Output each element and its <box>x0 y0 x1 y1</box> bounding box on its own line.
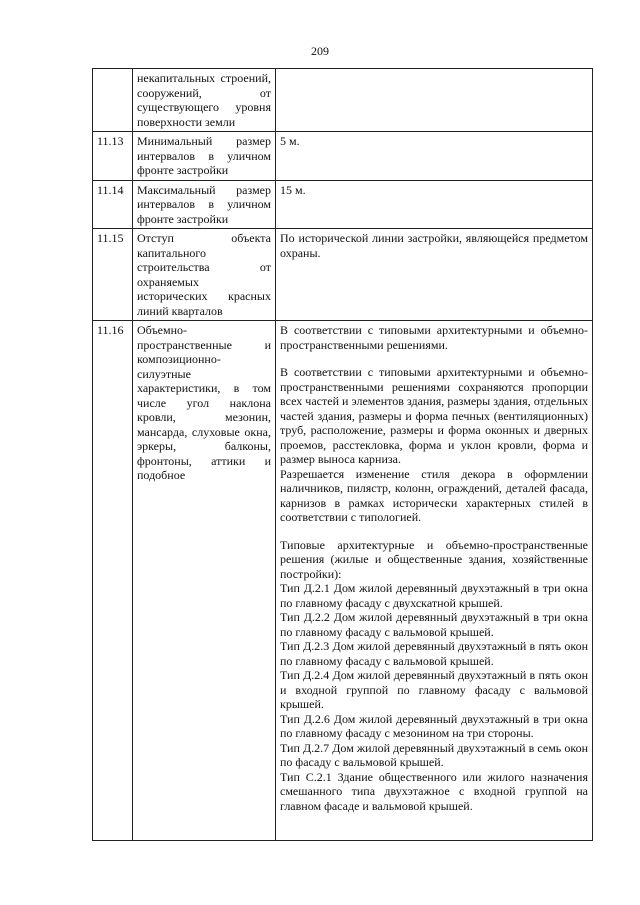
parameter-cell: Минимальный размер интервалов в уличном фронте застройки <box>133 132 276 181</box>
value-cell: 15 м. <box>276 180 593 229</box>
parameter-cell: Объемно-пространственные и композиционно-силуэтные характеристики, в том числе угол наклона кровли, мезонин, мансарда, слуховые окна, эркеры, балконы, фронтоны, аттики и подобное <box>133 321 276 841</box>
value-cell <box>276 69 593 132</box>
type-item: Тип С.2.1 Здание общественного или жилого назначения смешанного типа двухэтажное с входной группой на главном фасаде и вальмовой крышей. <box>280 769 588 813</box>
type-item: Тип Д.2.6 Дом жилой деревянный двухэтажный в три окна по главному фасаду с мезонином на три стороны. <box>280 711 588 740</box>
table-row <box>93 180 593 229</box>
table-row <box>93 229 593 321</box>
table-row <box>93 132 593 181</box>
parameter-cell: Максимальный размер интервалов в уличном фронте застройки <box>133 180 276 229</box>
type-item: Тип Д.2.7 Дом жилой деревянный двухэтажный в семь окон по фасаду с вальмовой крышей. <box>280 740 588 769</box>
row-number: 11.14 <box>93 180 133 229</box>
table-row <box>93 69 593 132</box>
regulations-table <box>92 68 593 841</box>
type-item: Тип Д.2.4 Дом жилой деревянный двухэтажный в пять окон и входной группой по главному фасаду с вальмовой крышей. <box>280 668 588 711</box>
value-cell <box>276 321 593 841</box>
row-number: 11.15 <box>93 229 133 321</box>
value-intro: В соответствии с типовыми архитектурными и объемно-пространственными решениями. <box>280 323 588 352</box>
value-cell: 5 м. <box>276 132 593 181</box>
row-number <box>93 69 133 132</box>
parameter-cell: некапитальных строений, сооружений, от существующего уровня поверхности земли <box>133 69 276 132</box>
row-number: 11.13 <box>93 132 133 181</box>
row-number: 11.16 <box>93 321 133 841</box>
page-number: 209 <box>311 44 329 58</box>
type-item: Тип Д.2.1 Дом жилой деревянный двухэтажный в три окна по главному фасаду с двухскатной крышей. <box>280 581 588 610</box>
value-main: В соответствии с типовыми архитектурными и объемно-пространственными решениями сохраняются пропорции всех частей и элементов здания, размеры здания, отдельных частей здания, размеры и форма печных (вентиляционных) труб, расположение, размеры и форма оконных и дверных проемов, расстекловка, форма и уклон кровли, форма и размер выноса карниза. <box>280 365 588 466</box>
table-row <box>93 321 593 841</box>
value-decor: Разрешается изменение стиля декора в оформлении наличников, пилястр, колонн, ограждений, деталей фасада, карнизов в рамках исторически характерных стилей в соответствии с типологией. <box>280 466 588 524</box>
type-item: Тип Д.2.2 Дом жилой деревянный двухэтажный в три окна по главному фасаду с вальмовой крышей. <box>280 610 588 639</box>
types-header: Типовые архитектурные и объемно-пространственные решения (жилые и общественные здания, хозяйственные постройки): <box>280 537 588 581</box>
parameter-cell: Отступ объекта капитального строительства от охраняемых исторических красных линий кварталов <box>133 229 276 321</box>
value-cell: По исторической линии застройки, являющейся предметом охраны. <box>276 229 593 321</box>
type-item: Тип Д.2.3 Дом жилой деревянный двухэтажный в пять окон по главному фасаду с вальмовой крышей. <box>280 639 588 668</box>
